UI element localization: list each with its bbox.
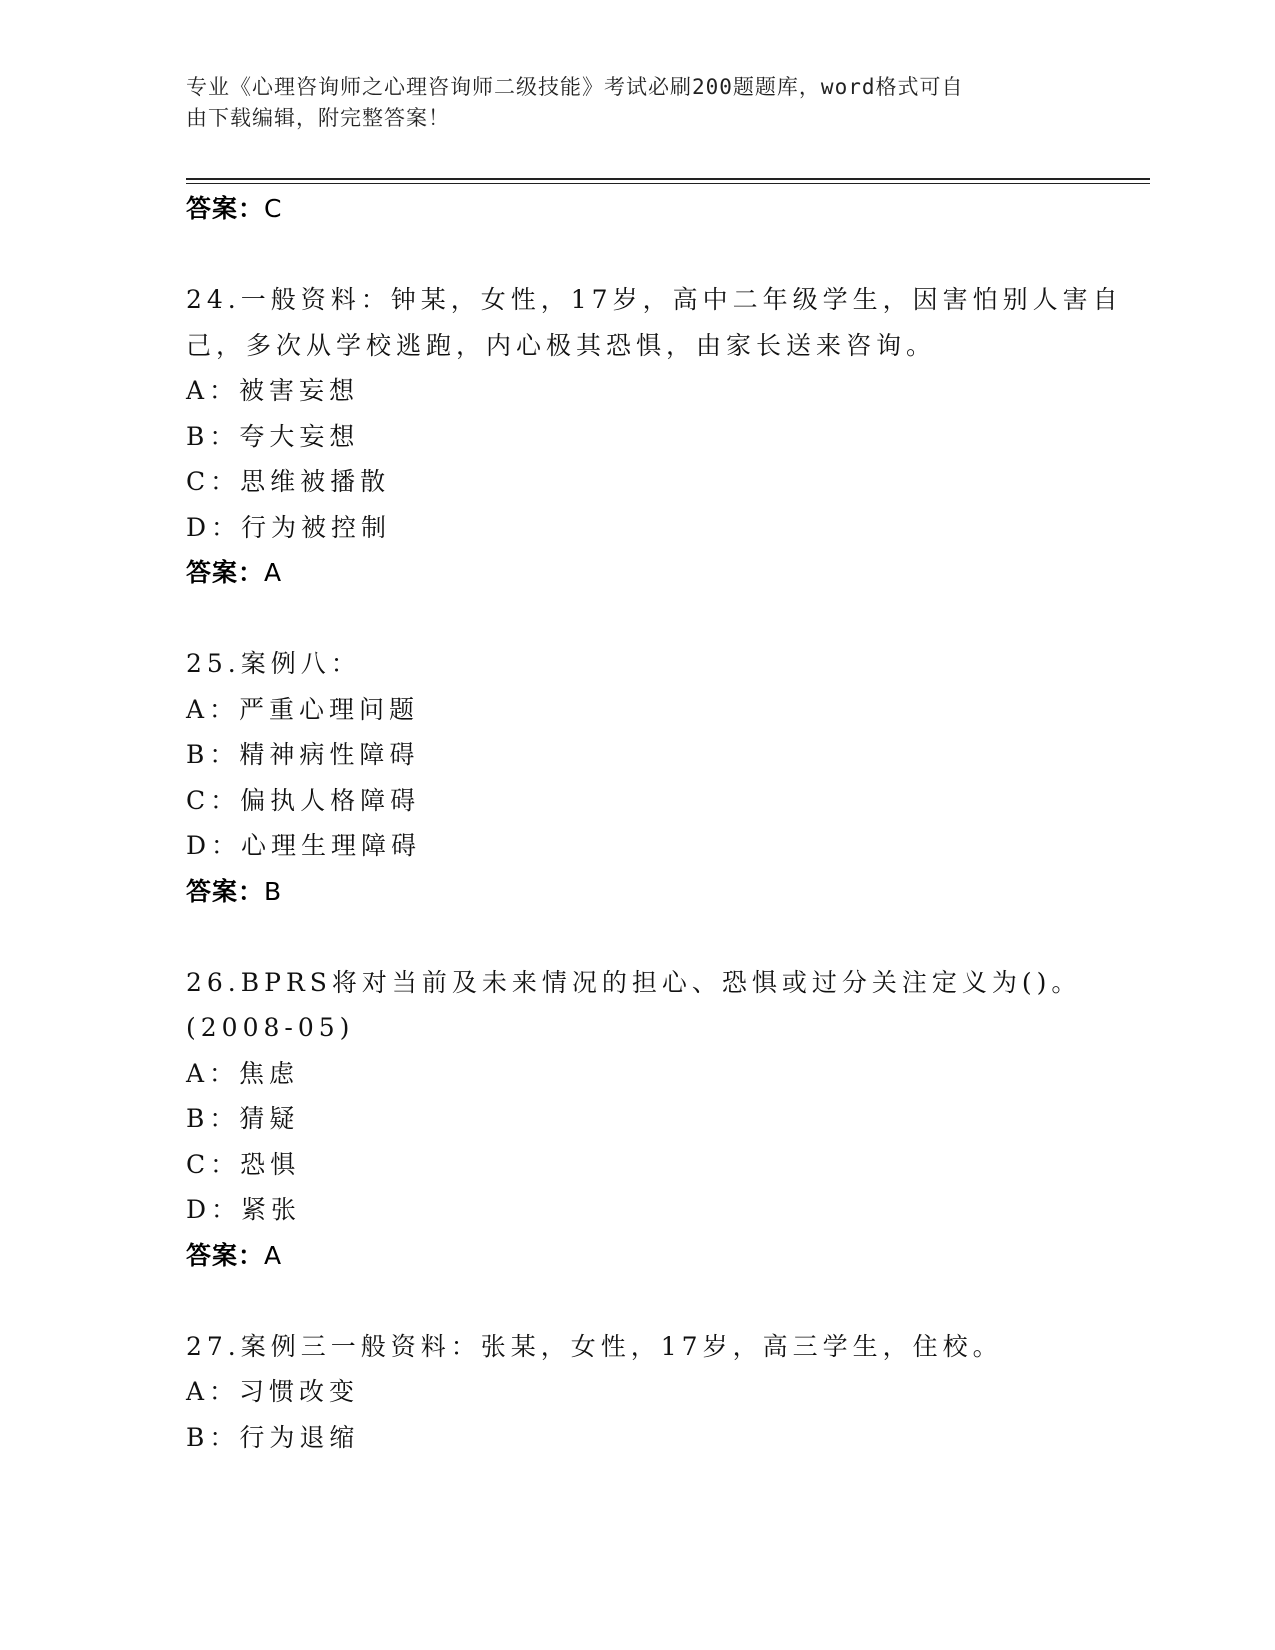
header-divider xyxy=(186,178,1150,180)
option-c: C：恐惧 xyxy=(186,1149,301,1179)
answer-label: 答案： xyxy=(186,1240,265,1270)
answer-label: 答案： xyxy=(186,876,265,906)
answer-value: A xyxy=(264,1240,283,1270)
question-item xyxy=(186,641,1106,914)
answer-label: 答案： xyxy=(186,558,265,587)
spacer xyxy=(186,596,1106,642)
header-line-2: 由下载编辑，附完整答案！ xyxy=(186,106,450,130)
option-d: D：紧张 xyxy=(186,1195,302,1224)
spacer xyxy=(186,1278,1106,1324)
answer-value: C xyxy=(264,194,283,223)
question-stem: 25.案例八： xyxy=(186,649,361,678)
option-b: B：精神病性障碍 xyxy=(186,740,420,769)
option-a: A：被害妄想 xyxy=(186,376,360,405)
question-stem: (2008-05) xyxy=(186,1013,355,1042)
option-a: A：焦虑 xyxy=(186,1058,300,1088)
answer-label: 答案： xyxy=(186,194,265,223)
answer-line xyxy=(186,550,1106,596)
answer-line xyxy=(186,869,1106,915)
answer-line xyxy=(186,1233,1106,1279)
option-a: A：严重心理问题 xyxy=(186,694,420,724)
document-header xyxy=(186,72,1066,134)
question-item xyxy=(186,1324,1106,1461)
answer-line xyxy=(186,186,1106,232)
question-stem: 26.BPRS将对当前及未来情况的担心、恐惧或过分关注定义为()。 xyxy=(186,967,1082,997)
spacer xyxy=(186,232,1106,278)
option-c: C：思维被播散 xyxy=(186,467,391,496)
option-b: B：夸大妄想 xyxy=(186,421,360,451)
option-b: B：猜疑 xyxy=(186,1104,300,1133)
option-a: A：习惯改变 xyxy=(186,1377,360,1406)
answer-value: A xyxy=(264,558,283,587)
question-stem: 27.案例三一般资料：张某，女性，17岁，高三学生，住校。 xyxy=(186,1331,1003,1361)
option-d: D：心理生理障碍 xyxy=(186,831,422,860)
spacer xyxy=(186,914,1106,960)
option-c: C：偏执人格障碍 xyxy=(186,785,421,815)
question-stem: 24.一般资料：钟某，女性，17岁，高中二年级学生，因害怕别人害自 xyxy=(186,285,1123,314)
header-line-1: 专业《心理咨询师之心理咨询师二级技能》考试必刷200题题库，word格式可自 xyxy=(186,75,964,99)
question-item xyxy=(186,960,1106,1279)
answer-value: B xyxy=(264,876,283,906)
option-b: B：行为退缩 xyxy=(186,1422,360,1452)
question-list xyxy=(186,186,1123,1460)
question-stem: 己，多次从学校逃跑，内心极其恐惧，由家长送来咨询。 xyxy=(186,330,937,360)
question-item xyxy=(186,277,1123,596)
header-divider-thin xyxy=(186,183,1150,184)
option-d: D：行为被控制 xyxy=(186,512,392,542)
